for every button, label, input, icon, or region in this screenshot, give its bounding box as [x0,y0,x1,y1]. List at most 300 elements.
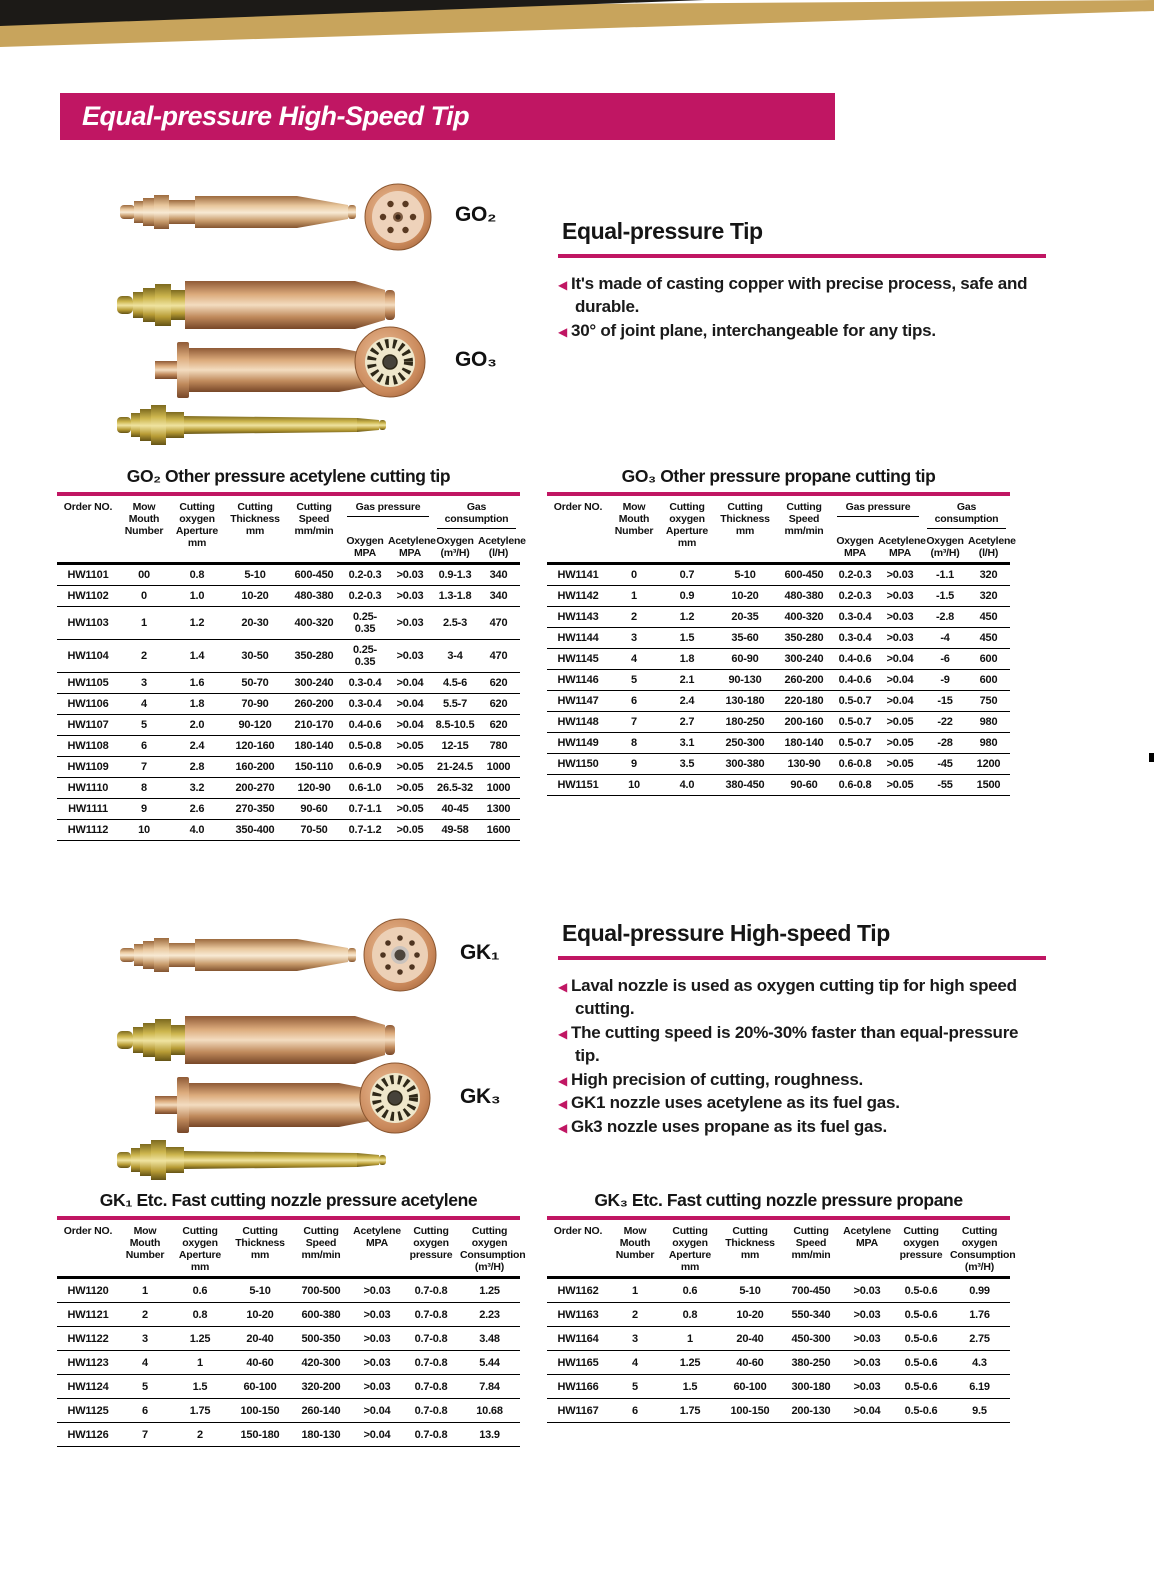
table-cell: HW1123 [57,1351,119,1375]
table-cell: 10-20 [225,586,285,607]
table-cell: >0.04 [387,694,433,715]
table-cell: 150-180 [229,1423,291,1447]
flange-tip-photo [155,342,388,398]
table-cell: 780 [477,736,520,757]
table-cell: 2 [609,1303,661,1327]
table-cell: 4 [609,649,659,670]
table-cell: 2 [119,1303,171,1327]
sub-column-header: Acetylene MPA [878,535,926,560]
table-row [547,691,1010,712]
table-cell: 90-130 [715,670,775,691]
table-cell: HW1144 [547,628,609,649]
column-header: Cutting oxygen Aperture mm [178,1225,222,1274]
table-row [57,1423,520,1447]
bullet-triangle-icon: ◀ [558,278,567,292]
table-cell: >0.03 [351,1278,403,1303]
table-cell: 3.5 [659,754,715,775]
table-cell: 60-90 [715,649,775,670]
group-header [433,496,520,532]
table-cell: 980 [967,712,1010,733]
table-cell: 2.7 [659,712,715,733]
table-cell: 300-380 [715,754,775,775]
gk-brass-tip-photo [117,1140,386,1180]
table-cell: 1.2 [169,607,225,640]
table-row [57,778,520,799]
table-cell: >0.04 [351,1423,403,1447]
table-row [547,1351,1010,1375]
table-cell: 0.2-0.3 [343,564,387,586]
sub-column-header: Oxygen (m³/H) [436,535,474,560]
table-cell: 10.68 [459,1399,520,1423]
table-cell: 1.4 [169,640,225,673]
table-cell: 0.5-0.6 [893,1278,949,1303]
table-cell: 0.5-0.6 [893,1327,949,1351]
table-cell: 300-180 [781,1375,841,1399]
table-cell: HW1166 [547,1375,609,1399]
table-row [547,586,1010,607]
table-cell: 300-240 [775,649,833,670]
table-cell: HW1164 [547,1327,609,1351]
table-cell: 0.6-0.9 [343,757,387,778]
table-cell: 2.23 [459,1303,520,1327]
table-row [57,564,520,586]
table-row [57,757,520,778]
table-row [57,820,520,841]
table-cell: >0.03 [351,1375,403,1399]
table-cell: 10 [609,775,659,796]
table-cell: 180-250 [715,712,775,733]
table-title: GO₃ Other pressure propane cutting tip [621,466,936,486]
table-gk3-propane [547,1190,1016,1423]
section-heading: Equal-pressure Tip [562,218,763,244]
table-cell: HW1162 [547,1278,609,1303]
table-cell: 1 [609,586,659,607]
table-cell: 0.6-0.8 [833,775,877,796]
table-cell: -15 [923,691,967,712]
table-cell: 60-100 [719,1375,781,1399]
table-cell: >0.03 [877,586,923,607]
table-cell: HW1163 [547,1303,609,1327]
table-cell: 0.5-0.6 [893,1351,949,1375]
table-cell: >0.03 [841,1351,893,1375]
table-row [57,1399,520,1423]
table-cell: 150-110 [285,757,343,778]
group-header-label: Gas pressure [837,501,919,517]
table-cell: 200-130 [781,1399,841,1423]
table-cell: 5-10 [229,1278,291,1303]
table-cell: 200-160 [775,712,833,733]
table-row [547,649,1010,670]
table-cell: 7 [609,712,659,733]
sub-column-header: Acetylene (l/H) [478,535,526,560]
table-cell: >0.05 [877,712,923,733]
table-row [57,586,520,607]
table-cell: 600 [967,649,1010,670]
table-row [57,1278,520,1303]
table-cell: 3-4 [433,640,477,673]
table-title: GK₁ Etc. Fast cutting nozzle pressure acetylene [99,1190,478,1210]
table-cell: 1.25 [459,1278,520,1303]
column-header: Order NO. [553,1225,603,1237]
table-cell: HW1103 [57,607,119,640]
table-cell: 100-150 [719,1399,781,1423]
page-edge-mark [1149,753,1154,762]
table-cell: 450 [967,607,1010,628]
table-cell: 3 [609,628,659,649]
table-row [547,1303,1010,1327]
table-cell: HW1121 [57,1303,119,1327]
table-cell: 480-380 [285,586,343,607]
info-panel-high-speed [558,920,1046,1138]
table-cell: 750 [967,691,1010,712]
table-cell: 5-10 [715,564,775,586]
table-cell: 0.7-0.8 [403,1303,459,1327]
table-cell: >0.05 [387,778,433,799]
sub-column-header: Oxygen MPA [346,535,384,560]
table-cell: 0.3-0.4 [833,628,877,649]
column-header: Acetylene MPA [843,1225,891,1250]
table-cell: HW1149 [547,733,609,754]
table-cell: >0.03 [387,564,433,586]
sub-column-header: Oxygen (m³/H) [926,535,964,560]
table-cell: HW1146 [547,670,609,691]
table-row [57,1351,520,1375]
table-cell: HW1141 [547,564,609,586]
table-cell: 0.9-1.3 [433,564,477,586]
table-cell: >0.05 [387,820,433,841]
table-cell: 420-300 [291,1351,351,1375]
table-cell: >0.03 [841,1327,893,1351]
table-cell: 7 [119,757,169,778]
table-cell: 0.5-0.7 [833,733,877,754]
table-cell: 3 [119,1327,171,1351]
table-cell: >0.04 [841,1399,893,1423]
table-row [57,1303,520,1327]
table-cell: 0.8 [171,1303,229,1327]
column-header: Cutting oxygen Aperture mm [665,501,709,550]
table-cell: >0.04 [387,715,433,736]
table-cell: 340 [477,586,520,607]
table-cell: 9.5 [949,1399,1010,1423]
table-cell: 340 [477,564,520,586]
table-cell: 1 [609,1278,661,1303]
table-cell: 4.0 [659,775,715,796]
table-cell: >0.05 [387,757,433,778]
table-cell: 1.75 [661,1399,719,1423]
table-cell: 300-240 [285,673,343,694]
table-cell: 1.0 [169,586,225,607]
table-cell: 2.5-3 [433,607,477,640]
feature-bullet: ◀ It's made of casting copper with precise process, safe and durable. [558,274,1028,317]
sub-column-header: Acetylene (l/H) [968,535,1016,560]
column-header: Cutting Speed mm/min [791,1225,831,1262]
table-cell: 5-10 [225,564,285,586]
table-cell: 20-30 [225,607,285,640]
table-cell: 0.7 [659,564,715,586]
table-cell: >0.03 [877,628,923,649]
table-cell: 4.3 [949,1351,1010,1375]
column-header: Cutting Speed mm/min [294,501,334,538]
table-cell: >0.05 [387,799,433,820]
table-cell: HW1106 [57,694,119,715]
column-header: Order NO. [553,501,603,513]
table-cell: -1.1 [923,564,967,586]
table-cell: 550-340 [781,1303,841,1327]
go3-face-photo [355,327,425,397]
column-header: Cutting Thickness mm [230,501,280,538]
feature-list [558,974,1046,1138]
table-cell: HW1148 [547,712,609,733]
table-cell: 380-250 [781,1351,841,1375]
sub-column-header: Acetylene MPA [388,535,436,560]
table-cell: >0.05 [387,736,433,757]
table-cell: 0.7-1.2 [343,820,387,841]
spec-table-grid [547,496,1016,796]
table-cell: 90-60 [285,799,343,820]
group-header-label: Gas consumption [927,501,1006,529]
table-cell: 980 [967,733,1010,754]
table-cell: 21-24.5 [433,757,477,778]
table-cell: 3 [119,673,169,694]
feature-bullet: ◀ 30° of joint plane, interchangeable for any tips. [558,320,936,340]
table-cell: 10-20 [715,586,775,607]
column-header: Cutting Speed mm/min [784,501,824,538]
table-cell: 0.4-0.6 [833,670,877,691]
table-cell: 2 [119,640,169,673]
bullet-triangle-icon: ◀ [558,980,567,994]
feature-bullet: ◀ GK1 nozzle uses acetylene as its fuel gas. [558,1093,900,1113]
table-cell: 40-60 [229,1351,291,1375]
table-cell: 0.3-0.4 [343,673,387,694]
table-cell: 320-200 [291,1375,351,1399]
table-cell: 1.75 [171,1399,229,1423]
photo-block-go [95,173,555,463]
table-cell: HW1109 [57,757,119,778]
table-row [57,1375,520,1399]
page-title: Equal-pressure High-Speed Tip [82,101,470,131]
table-cell: 4 [609,1351,661,1375]
table-cell: >0.04 [387,673,433,694]
table-cell: 2.0 [169,715,225,736]
table-cell: HW1105 [57,673,119,694]
table-cell: >0.03 [387,640,433,673]
table-cell: 4 [119,694,169,715]
column-header: Acetylene MPA [353,1225,401,1250]
table-cell: -28 [923,733,967,754]
go3-label: GO₃ [455,348,497,371]
table-cell: 8 [119,778,169,799]
table-cell: 0 [119,586,169,607]
table-cell: 1300 [477,799,520,820]
table-cell: 0.7-0.8 [403,1327,459,1351]
table-cell: HW1102 [57,586,119,607]
table-cell: 3.2 [169,778,225,799]
go2-face-photo [365,184,431,250]
table-cell: 5 [609,1375,661,1399]
table-cell: 40-45 [433,799,477,820]
table-cell: 5 [119,1375,171,1399]
table-cell: 0.4-0.6 [833,649,877,670]
group-header-label: Gas consumption [437,501,516,529]
table-cell: 0.25-0.35 [343,607,387,640]
heading-rule [558,254,1046,258]
table-cell: 60-100 [229,1375,291,1399]
table-cell: 2.4 [169,736,225,757]
table-cell: 0.8 [661,1303,719,1327]
group-header-label: Gas pressure [347,501,429,517]
table-cell: -2.8 [923,607,967,628]
table-cell: -4 [923,628,967,649]
table-cell: 50-70 [225,673,285,694]
table-cell: 120-160 [225,736,285,757]
table-cell: HW1150 [547,754,609,775]
table-go2-acetylene [57,466,526,841]
table-cell: HW1120 [57,1278,119,1303]
table-cell: 5.44 [459,1351,520,1375]
table-go3-propane [547,466,1016,796]
table-cell: 470 [477,640,520,673]
table-cell: 1.25 [171,1327,229,1351]
table-cell: 0.25-0.35 [343,640,387,673]
table-cell: 40-60 [719,1351,781,1375]
table-cell: 9 [609,754,659,775]
column-header: Cutting oxygen Aperture mm [668,1225,712,1274]
table-cell: 4.5-6 [433,673,477,694]
table-cell: 1600 [477,820,520,841]
table-cell: 20-40 [229,1327,291,1351]
table-cell: 4 [119,1351,171,1375]
feature-bullet: ◀ Laval nozzle is used as oxygen cutting tip for high speed cutting. [558,976,1017,1019]
table-cell: 6 [119,1399,171,1423]
table-cell: 70-50 [285,820,343,841]
group-header [343,496,433,532]
table-cell: 70-90 [225,694,285,715]
table-cell: 600-450 [775,564,833,586]
feature-bullet: ◀ High precision of cutting, roughness. [558,1069,864,1089]
table-cell: 13.9 [459,1423,520,1447]
table-cell: 90-60 [775,775,833,796]
feature-bullet: ◀ Gk3 nozzle uses propane as its fuel gas. [558,1116,887,1136]
table-cell: 0.7-0.8 [403,1399,459,1423]
column-header: Order NO. [63,1225,113,1237]
column-header: Mow Mouth Number [125,1225,165,1262]
table-cell: 1.5 [171,1375,229,1399]
table-cell: >0.04 [877,670,923,691]
table-cell: 0.7-1.1 [343,799,387,820]
table-cell: 0.6 [171,1278,229,1303]
table-cell: 1.5 [661,1375,719,1399]
table-cell: HW1145 [547,649,609,670]
table-cell: 270-350 [225,799,285,820]
table-cell: 400-320 [775,607,833,628]
top-swoosh [0,0,1154,60]
table-row [547,733,1010,754]
spec-table-grid [547,1220,1016,1423]
table-cell: 3 [609,1327,661,1351]
column-header: Cutting oxygen Consumption (m³/H) [460,1225,526,1274]
table-cell: HW1165 [547,1351,609,1375]
table-cell: 700-500 [291,1278,351,1303]
bullet-triangle-icon: ◀ [558,1026,567,1041]
table-row [547,754,1010,775]
table-row [57,640,520,673]
go3-tip-photo [117,281,395,329]
table-title: GO₂ Other pressure acetylene cutting tip [126,466,451,486]
gk1-label: GK₁ [460,941,500,964]
bullet-triangle-icon: ◀ [558,1073,567,1088]
table-cell: 9 [119,799,169,820]
table-cell: 49-58 [433,820,477,841]
table-row [547,1278,1010,1303]
table-cell: 5-10 [719,1278,781,1303]
table-cell: 0.5-0.7 [833,712,877,733]
gk3-label: GK₃ [460,1085,501,1108]
table-row [547,670,1010,691]
table-cell: HW1101 [57,564,119,586]
table-row [547,1327,1010,1351]
info-panel-equal-pressure [558,218,1046,342]
table-cell: HW1104 [57,640,119,673]
table-cell: 260-140 [291,1399,351,1423]
table-cell: 90-120 [225,715,285,736]
go2-label: GO₂ [455,203,497,226]
table-cell: 480-380 [775,586,833,607]
table-cell: 260-200 [775,670,833,691]
table-cell: 8 [609,733,659,754]
table-cell: 1 [119,1278,171,1303]
table-cell: 1.2 [659,607,715,628]
table-cell: 5 [609,670,659,691]
spec-table-grid [57,1220,526,1447]
feature-bullet: ◀ The cutting speed is 20%-30% faster than equal-pressure tip. [558,1022,1019,1066]
table-cell: HW1142 [547,586,609,607]
table-cell: 0.5-0.6 [893,1399,949,1423]
table-cell: 180-140 [775,733,833,754]
table-cell: 0.2-0.3 [833,586,877,607]
gk3-face-photo [360,1063,430,1133]
table-cell: 130-90 [775,754,833,775]
column-header: Cutting oxygen pressure [899,1225,943,1262]
photo-block-gk [95,903,555,1193]
table-cell: 0.7-0.8 [403,1375,459,1399]
table-row [547,1375,1010,1399]
table-cell: HW1112 [57,820,119,841]
table-cell: -1.5 [923,586,967,607]
table-cell: 1.6 [169,673,225,694]
table-gk1-acetylene [57,1190,526,1447]
table-cell: 0.9 [659,586,715,607]
table-cell: 8.5-10.5 [433,715,477,736]
table-cell: 00 [119,564,169,586]
table-cell: 26.5-32 [433,778,477,799]
table-cell: 0.7-0.8 [403,1351,459,1375]
table-cell: >0.03 [387,586,433,607]
table-cell: 160-200 [225,757,285,778]
table-cell: >0.03 [351,1303,403,1327]
table-row [547,712,1010,733]
spec-table-grid [57,496,526,841]
table-cell: 0.4-0.6 [343,715,387,736]
table-cell: >0.04 [351,1399,403,1423]
table-row [57,694,520,715]
table-cell: >0.03 [877,564,923,586]
table-cell: 320 [967,586,1010,607]
table-row [57,1327,520,1351]
table-cell: 1000 [477,757,520,778]
table-cell: 0.3-0.4 [833,607,877,628]
table-row [547,607,1010,628]
table-row [57,715,520,736]
